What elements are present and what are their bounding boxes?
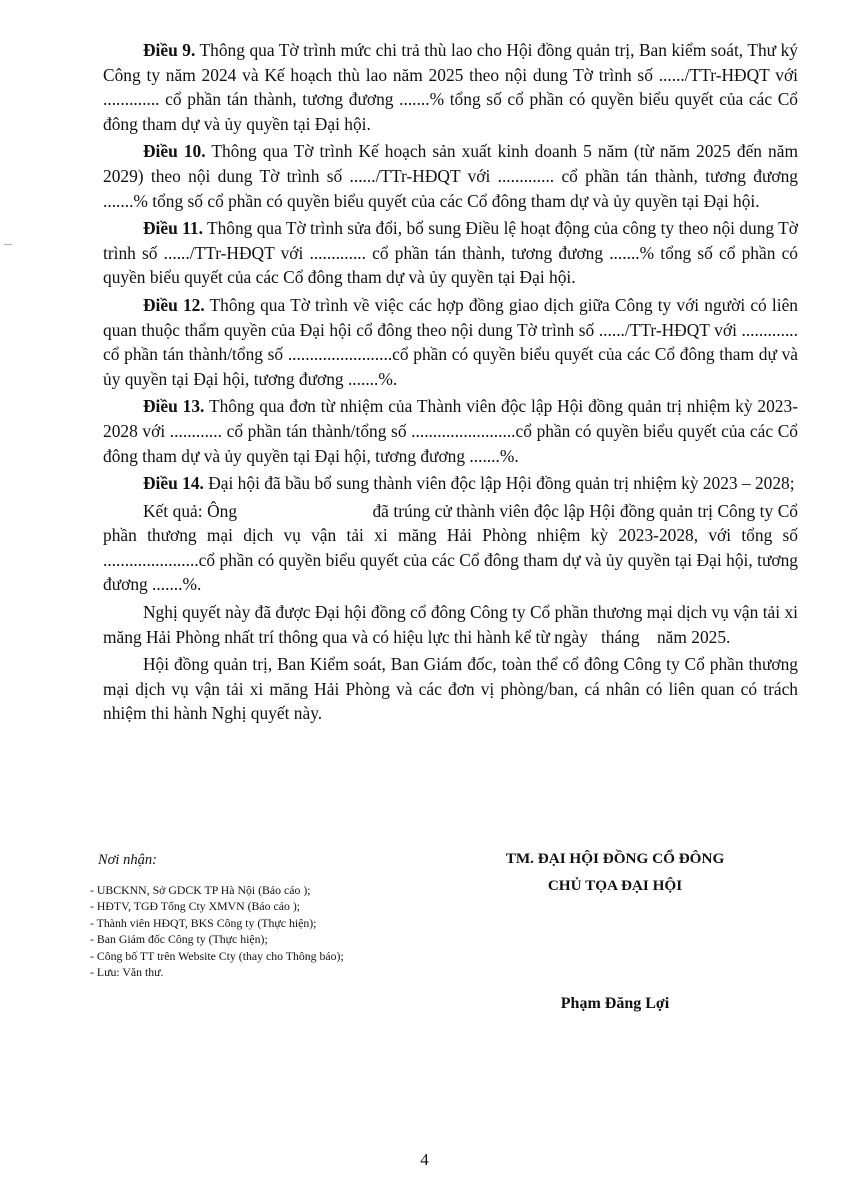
article-13 xyxy=(103,394,798,468)
article-label: Điều 13. xyxy=(143,396,205,417)
article-10 xyxy=(103,139,798,213)
recipient-item: - Công bố TT trên Website Cty (thay cho Thông báo); xyxy=(90,948,344,963)
page-number: 4 xyxy=(420,1150,429,1169)
article-label: Điều 9. xyxy=(143,40,196,60)
article-text: Thông qua Tờ trình mức chi trả thù lao cho Hội đồng quản trị, Ban kiểm soát, Thư ký Công ty năm 2024 và Kế hoạch thù lao năm 2025 theo nội dung Tờ trình số ....../TTr-HĐQT với ............. cổ phần tán thành, tương đương .......% tổng số cổ phần có quyền biểu quyết của các Cổ đông tham dự và ủy quyền tại Đại hội. xyxy=(103,40,798,134)
article-text: Thông qua Tờ trình Kế hoạch sản xuất kinh doanh 5 năm (từ năm 2025 đến năm 2029) theo nội dung Tờ trình số ....../TTr-HĐQT với ............. cổ phần tán thành, tương đương .......% tổng số cổ phần có quyền biểu quyết của các Cổ đông tham dự và ủy quyền tại Đại hội. xyxy=(103,141,798,211)
article-text: Thông qua Tờ trình về việc các hợp đồng giao dịch giữa Công ty với người có liên quan thuộc thẩm quyền của Đại hội cổ đông theo nội dung Tờ trình số ....../TTr-HĐQT với ............. cổ phần tán thành/tổng số ........................cổ phần có quyền biểu quyết của các Cổ đông tham dự và ủy quyền tại Đại hội, tương đương .......%. xyxy=(103,294,798,389)
recipient-item: - Thành viên HĐQT, BKS Công ty (Thực hiện); xyxy=(90,915,317,930)
article-9 xyxy=(103,38,798,136)
recipient-item: - Ban Giám đốc Công ty (Thực hiện); xyxy=(90,932,268,947)
article-label: Điều 14. xyxy=(143,473,204,494)
recipients-title: Nơi nhận: xyxy=(98,852,157,868)
document-body xyxy=(103,38,803,729)
article-14 xyxy=(103,471,798,496)
recipient-item: - UBCKNN, Sở GDCK TP Hà Nội (Báo cáo ); xyxy=(90,883,311,897)
article-12 xyxy=(103,293,798,391)
article-label: Điều 11. xyxy=(143,218,203,239)
article-11 xyxy=(103,216,798,290)
recipient-item: - Lưu: Văn thư. xyxy=(90,965,164,980)
resolution-effect: Nghị quyết này đã được Đại hội đồng cổ đông Công ty Cổ phần thương mại dịch vụ vận tải xi măng Hải Phòng nhất trí thông qua và có hiệu lực thi hành kể từ ngày tháng năm 2025. xyxy=(103,602,803,647)
recipients-list xyxy=(90,882,450,980)
recipient-item: - HĐTV, TGĐ Tổng Cty XMVN (Báo cáo ); xyxy=(90,899,301,914)
signature-block xyxy=(430,845,800,899)
article-text: Đại hội đã bầu bổ sung thành viên độc lập Hội đồng quản trị nhiệm kỳ 2023 – 2028; xyxy=(203,473,795,494)
article-label: Điều 10. xyxy=(143,141,206,162)
margin-mark xyxy=(4,244,12,245)
signer-name: Phạm Đăng Lợi xyxy=(560,995,670,1012)
article-label: Điều 12. xyxy=(143,294,205,315)
signature-role: CHỦ TỌA ĐẠI HỘI xyxy=(547,877,683,894)
article-text: Thông qua đơn từ nhiệm của Thành viên độc lập Hội đồng quản trị nhiệm kỳ 2023-2028 với ............ cổ phần tán thành/tổng số ........................cổ phần có quyền biểu quyết của các Cổ đông tham dự và ủy quyền tại Đại hội, tương đương .......%. xyxy=(103,396,798,466)
signature-title: TM. ĐẠI HỘI ĐỒNG CỔ ĐÔNG xyxy=(505,850,725,867)
recipients-block xyxy=(90,850,450,980)
election-result: Kết quả: Ông đã trúng cử thành viên độc lập Hội đồng quản trị Công ty Cổ phần thương mại dịch vụ vận tải xi măng Hải Phòng nhiệm kỳ 2023-2028, với tổng số ......................cổ phần có quyền biểu quyết của các Cổ đông tham dự và ủy quyền tại Đại hội, tương đương .......%. xyxy=(103,500,803,595)
article-text: Thông qua Tờ trình sửa đổi, bổ sung Điều lệ hoạt động của công ty theo nội dung Tờ trình số ....../TTr-HĐQT với ............. cổ phần tán thành, tương đương .......% tổng số cổ phần có quyền biểu quyết của các Cổ đông tham dự và ủy quyền tại Đại hội. xyxy=(103,218,798,288)
implementation-clause: Hội đồng quản trị, Ban Kiểm soát, Ban Giám đốc, toàn thể cổ đông Công ty Cổ phần thương mại dịch vụ vận tải xi măng Hải Phòng và các đơn vị phòng/ban, cá nhân có liên quan có trách nhiệm thi hành Nghị quyết này. xyxy=(103,654,798,724)
